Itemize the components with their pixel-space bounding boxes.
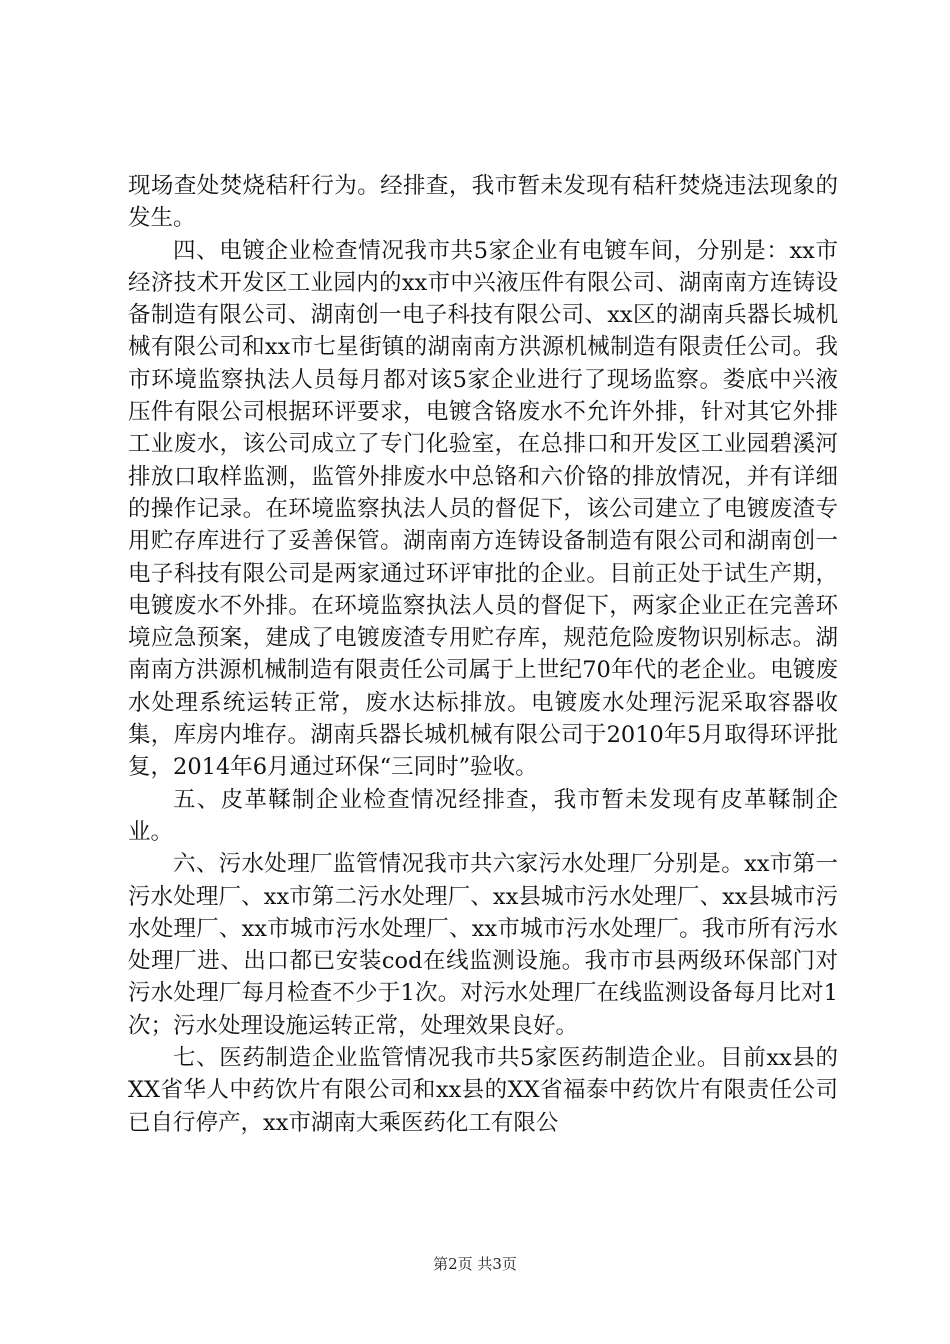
paragraph-electroplating: 四、电镀企业检查情况我市共5家企业有电镀车间，分别是：xx市经济技术开发区工业园内的xx市中兴液压件有限公司、湖南南方连铸设备制造有限公司、湖南创一电子科技有限公司、xx区的湖南兵器长城机械有限公司和xx市七星街镇的湖南南方洪源机械制造有限责任公司。我市环境监察执法人员每月都对该5家企业进行了现场监察。娄底中兴液压件有限公司根据环评要求，电镀含铬废水不允许外排，针对其它外排工业废水，该公司成立了专门化验室，在总排口和开发区工业园碧溪河排放口取样监测，监管外排废水中总铬和六价铬的排放情况，并有详细的操作记录。在环境监察执法人员的督促下，该公司建立了电镀废渣专用贮存库进行了妥善保管。湖南南方连铸设备制造有限公司和湖南创一电子科技有限公司是两家通过环评审批的企业。目前正处于试生产期，电镀废水不外排。在环境监察执法人员的督促下，两家企业正在完善环境应急预案，建成了电镀废渣专用贮存库，规范危险废物识别标志。湖南南方洪源机械制造有限责任公司属于上世纪70年代的老企业。电镀废水处理系统运转正常，废水达标排放。电镀废水处理污泥采取容器收集，库房内堆存。湖南兵器长城机械有限公司于2010年5月取得环评批复，2014年6月通过环保“三同时”验收。 [128, 237, 838, 781]
page-number-footer: 第2页 共3页 [433, 1255, 517, 1273]
document-body [128, 170, 838, 1139]
paragraph-sewage-plants: 六、污水处理厂监管情况我市共六家污水处理厂分别是。xx市第一污水处理厂、xx市第二污水处理厂、xx县城市污水处理厂、xx县城市污水处理厂、xx市城市污水处理厂、xx市城市污水处理厂。我市所有污水处理厂进、出口都已安装cod在线监测设施。我市市县两级环保部门对污水处理厂每月检查不少于1次。对污水处理厂在线监测设备每月比对1次；污水处理设施运转正常，处理效果良好。 [128, 851, 838, 1039]
paragraph-leather-tanning: 五、皮革鞣制企业检查情况经排查，我市暂未发现有皮革鞣制企业。 [128, 786, 838, 845]
paragraph-straw-burning: 现场查处焚烧秸秆行为。经排查，我市暂未发现有秸秆焚烧违法现象的发生。 [128, 173, 838, 232]
paragraph-pharmaceutical: 七、医药制造企业监管情况我市共5家医药制造企业。目前xx县的XX省华人中药饮片有限公司和xx县的XX省福泰中药饮片有限责任公司已自行停产，xx市湖南大乘医药化工有限公 [128, 1045, 838, 1136]
